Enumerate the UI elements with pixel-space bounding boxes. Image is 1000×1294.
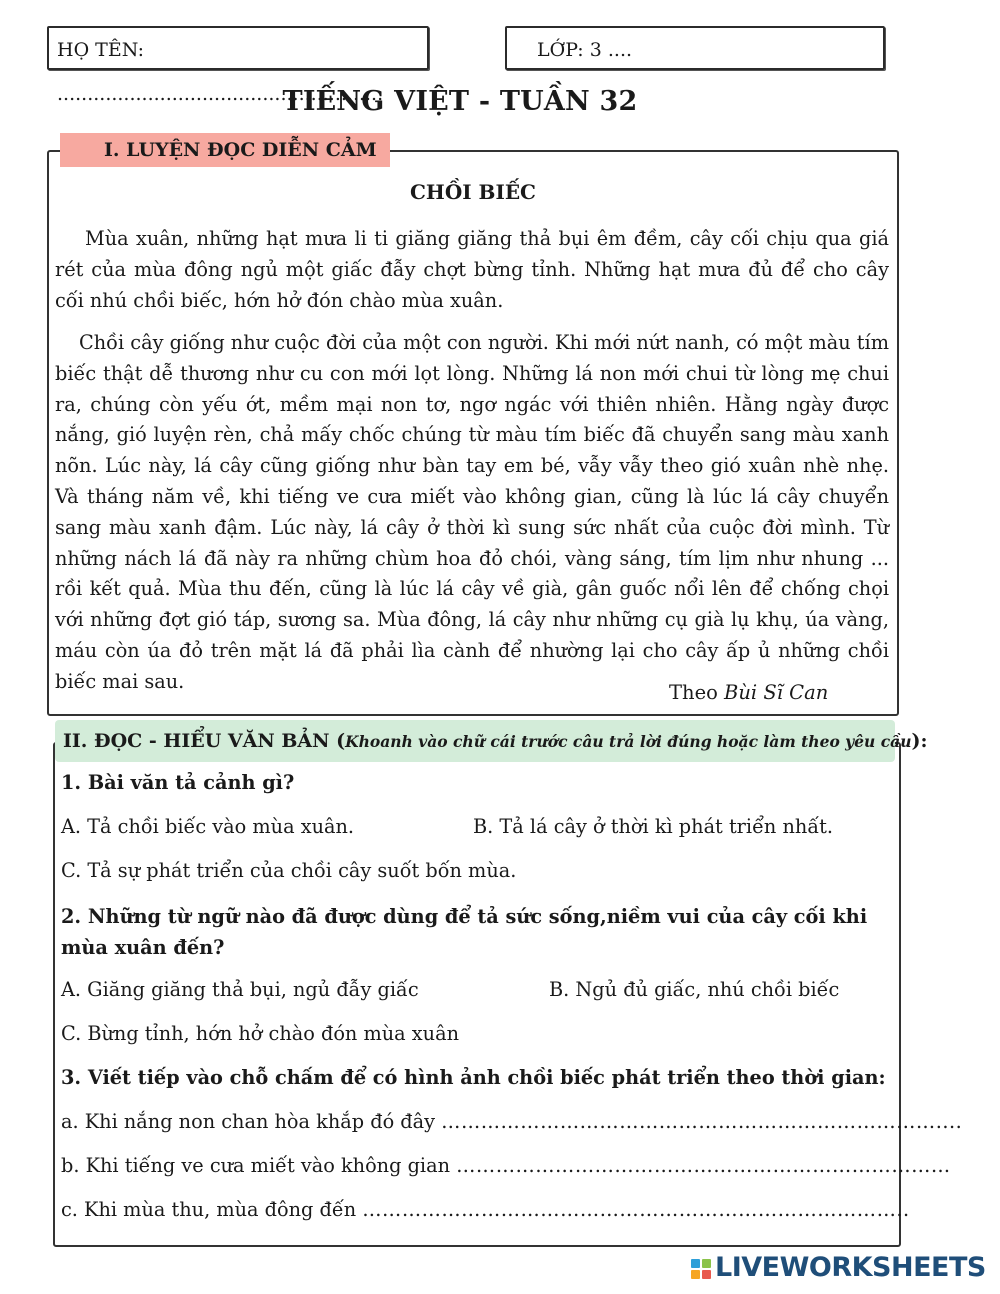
question-1: 1. Bài văn tả cảnh gì? [61, 771, 295, 794]
q2-option-a[interactable]: A. Giăng giăng thả bụi, ngủ đẫy giấc [61, 978, 419, 1001]
q3-line-a [61, 1110, 962, 1133]
class-label: LỚP: 3 .... [537, 39, 633, 61]
passage-paragraph-1: Mùa xuân, những hạt mưa li ti giăng giăng thả bụi êm đềm, cây cối chịu qua giá rét của mùa đông ngủ một giấc đẫy chợt bừng tỉnh. Những hạt mưa đủ để cho cây cối nhú chồi biếc, hớn hở đón chào mùa xuân. [55, 227, 889, 312]
q3-b-answer-blank[interactable]: ………………………………………………………………… [456, 1154, 951, 1177]
q3-a-label: a. Khi nắng non chan hòa khắp đó đây [61, 1110, 442, 1133]
question-2: 2. Những từ ngữ nào đã được dùng để tả sức sống,niềm vui của cây cối khi mùa xuân đến? [61, 905, 868, 959]
passage-paragraph-2: Chồi cây giống như cuộc đời của một con người. Khi mới nứt nanh, có một màu tím biếc thật dễ thương như cu con mới lọt lòng. Những lá non mới chui từ lòng mẹ chui ra, chúng còn yếu ớt, mềm mại non tơ, ngơ ngác với thiên nhiên. Hằng ngày được nắng, gió luyện rèn, chả mấy chốc chúng từ màu tím biếc đã chuyển sang màu xanh nõn. Lúc này, lá cây cũng giống như bàn tay em bé, vẫy vẫy theo gió xuân nhè nhẹ. Và tháng năm về, khi tiếng ve cưa miết vào không gian, cũng là lúc lá cây chuyển sang màu xanh đậm. Lúc này, lá cây ở thời kì sung sức nhất của cuộc đời mình. Từ những nách lá đã này ra những chùm hoa đỏ chói, vàng sáng, tím lịm như nhung ... rồi kết quả. Mùa thu đến, cũng là lúc lá cây về già, gân guốc nổi lên để chống chọi với những đợt gió táp, sương sa. Mùa đông, lá cây như những cụ già lụ khụ, úa vàng, máu còn úa đỏ trên mặt lá đã phải lìa cành để nhường lại cho cây ấp ủ những chồi biếc mai sau. [55, 331, 889, 693]
page-title: TIẾNG VIỆT - TUẦN 32 [282, 86, 638, 117]
question-3: 3. Viết tiếp vào chỗ chấm để có hình ảnh chồi biếc phát triển theo thời gian: [61, 1066, 886, 1089]
section2-heading-text: II. ĐỌC - HIỂU VĂN BẢN ( [63, 730, 346, 752]
logo-text: LIVEWORKSHEETS [715, 1252, 986, 1283]
logo-square-1 [691, 1259, 700, 1268]
q3-c-answer-blank[interactable]: ……………………………………………………………………….. [362, 1198, 910, 1221]
source-prefix: Theo [669, 681, 725, 704]
name-label: HỌ TÊN: ...................................................... [57, 39, 384, 105]
q1-option-a[interactable]: A. Tả chồi biếc vào mùa xuân. [61, 815, 355, 838]
logo-square-4 [702, 1270, 711, 1279]
q1-option-b[interactable]: B. Tả lá cây ở thời kì phát triển nhất. [473, 815, 834, 838]
q3-line-b [61, 1154, 951, 1177]
source-author: Bùi Sĩ Can [724, 681, 829, 704]
q3-c-label: c. Khi mùa thu, mùa đông đến [61, 1198, 363, 1221]
passage-source [669, 681, 828, 704]
q1-option-c[interactable]: C. Tả sự phát triển của chồi cây suốt bốn mùa. [61, 859, 517, 882]
section2-instruction: Khoanh vào chữ cái trước câu trả lời đúng hoặc làm theo yêu cầu [345, 732, 912, 751]
logo-grid-icon [691, 1259, 711, 1279]
q3-line-c [61, 1198, 910, 1221]
logo-square-3 [691, 1270, 700, 1279]
name-field [47, 26, 429, 105]
class-field [505, 26, 885, 70]
section2-heading-end: ): [911, 730, 928, 752]
q2-option-b[interactable]: B. Ngủ đủ giấc, nhú chồi biếc [549, 978, 840, 1001]
logo-square-2 [702, 1259, 711, 1268]
section2-heading [55, 720, 928, 762]
section1-heading: I. LUYỆN ĐỌC DIỄN CẢM [60, 133, 390, 167]
q3-a-answer-blank[interactable]: ………………………………………………………………….... [441, 1110, 963, 1133]
passage-title: CHỒI BIẾC [410, 180, 536, 204]
q3-b-label: b. Khi tiếng ve cưa miết vào không gian [61, 1154, 457, 1177]
q2-option-c[interactable]: C. Bừng tỉnh, hớn hở chào đón mùa xuân [61, 1022, 460, 1045]
